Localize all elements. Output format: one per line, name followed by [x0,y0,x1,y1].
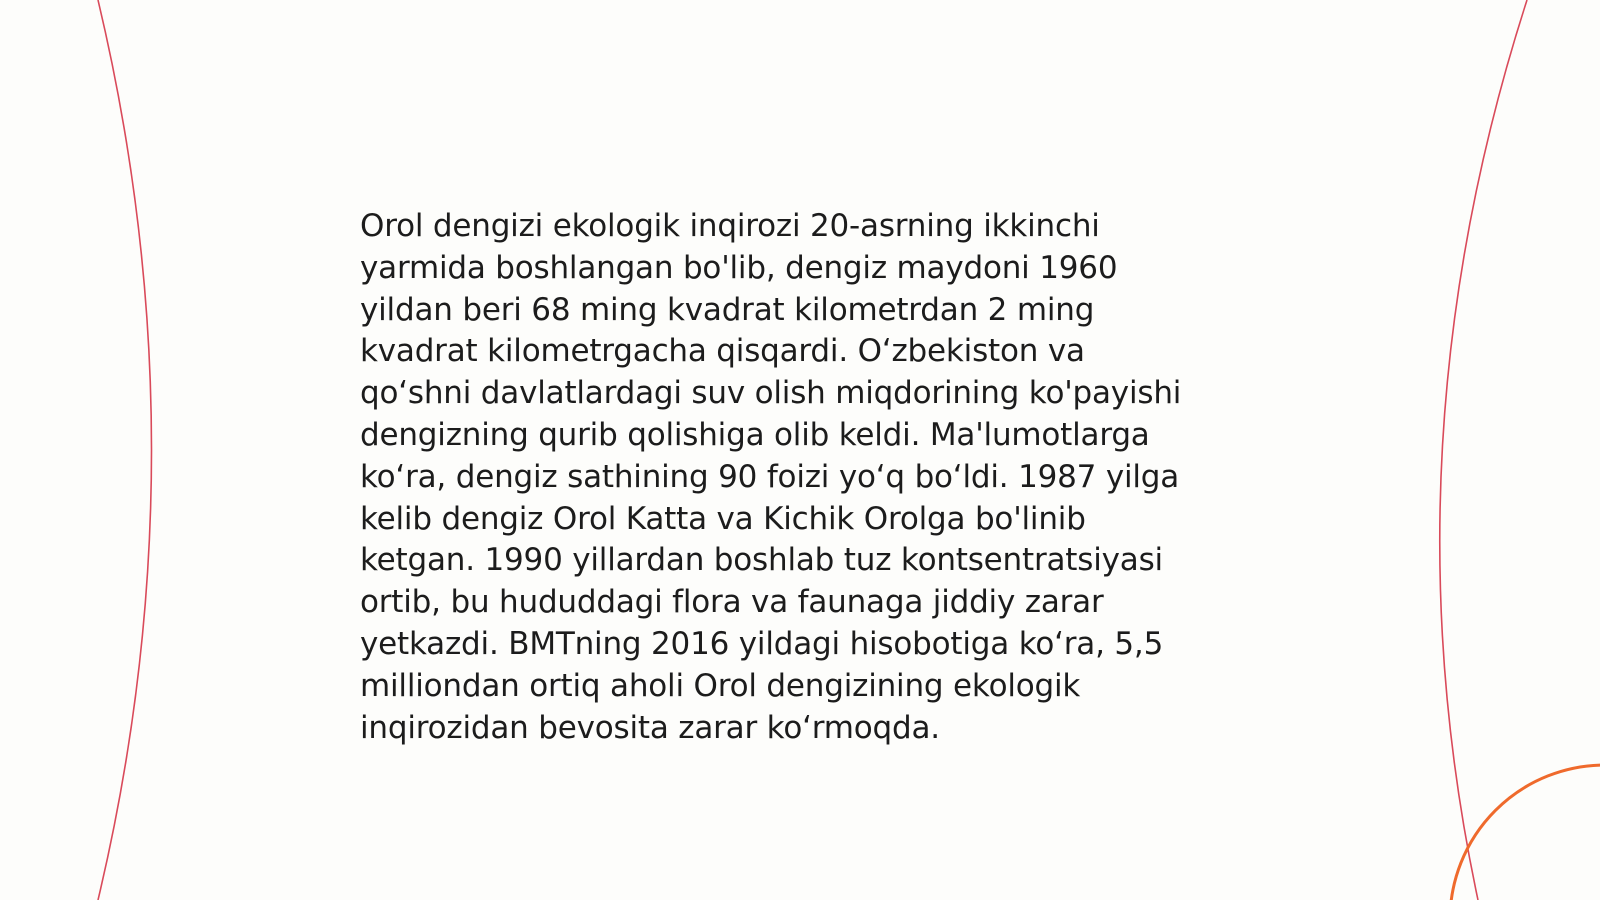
text-line: kelib dengiz Orol Katta va Kichik Orolga bo'linib [360,500,1086,537]
text-line: ortib, bu hududdagi flora va faunaga jiddiy zarar [360,584,1104,621]
body-paragraph [360,206,1240,749]
text-line: ko‘ra, dengiz sathining 90 foizi yo‘q bo‘ldi. 1987 yilga [360,458,1180,495]
text-line: yildan beri 68 ming kvadrat kilometrdan 2 ming [360,291,1095,328]
text-line: yetkazdi. BMTning 2016 yildagi hisobotiga ko‘ra, 5,5 [360,625,1164,662]
text-line: qo‘shni davlatlardagi suv olish miqdorining ko'payishi [360,375,1182,412]
text-line: ketgan. 1990 yillardan boshlab tuz kontsentratsiyasi [360,542,1163,579]
text-line: dengizning qurib qolishiga olib keldi. Ma'lumotlarga [360,416,1150,453]
text-line: yarmida boshlangan bo'lib, dengiz maydoni 1960 [360,249,1118,286]
text-line: kvadrat kilometrgacha qisqardi. O‘zbekiston va [360,333,1085,370]
text-line: Orol dengizi ekologik inqirozi 20-asrning ikkinchi [360,208,1100,244]
text-line: inqirozidan bevosita zarar ko‘rmoqda. [360,709,940,746]
right-curve-line [1440,0,1527,900]
left-curve-line [98,0,152,900]
text-line: milliondan ortiq aholi Orol dengizining ekologik [360,667,1081,704]
accent-circle-arc [1450,765,1600,900]
